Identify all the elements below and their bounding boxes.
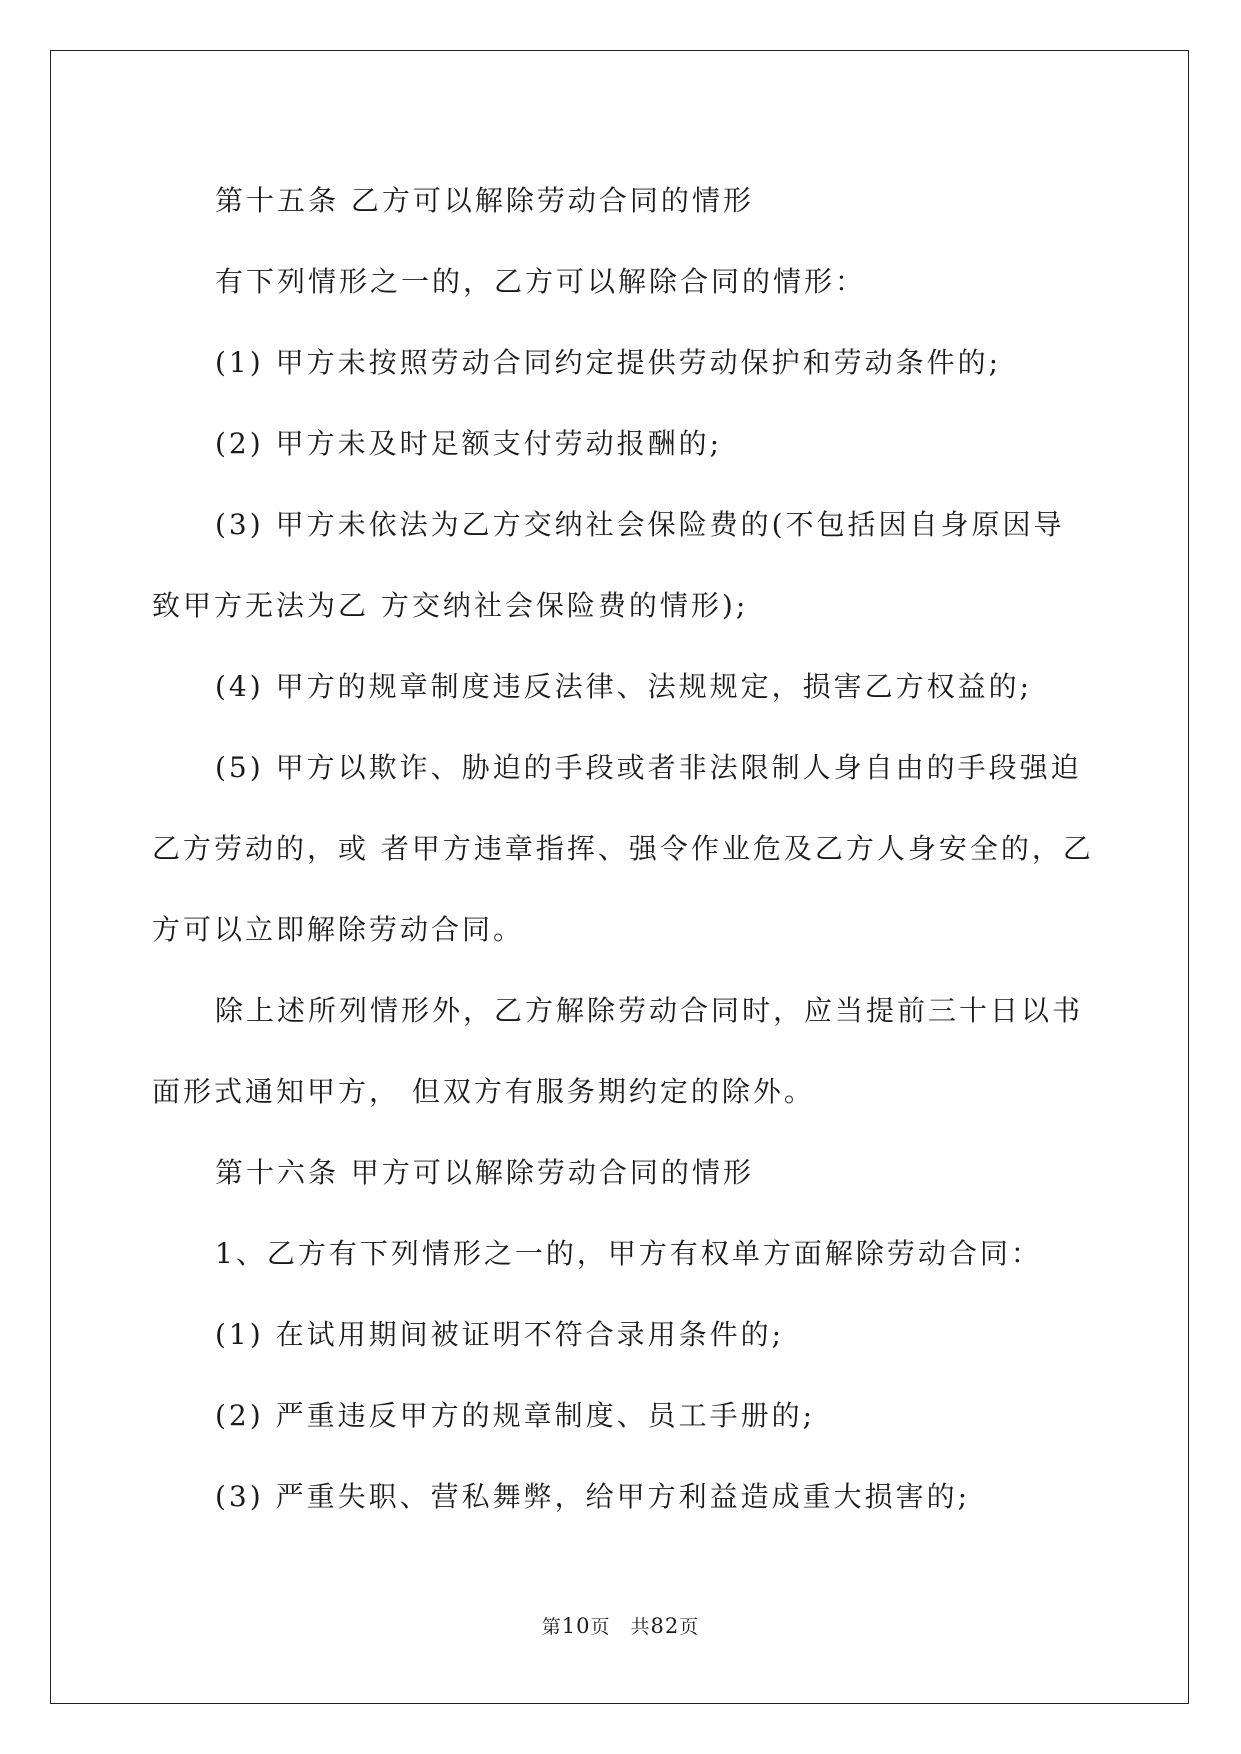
list-item-continuation: 乙方劳动的，或 者甲方违章指挥、强令作业危及乙方人身安全的，乙 [152,832,1094,865]
footer-prefix: 第 [541,1616,562,1638]
document-body [152,160,1094,1537]
paragraph-continuation: 面形式通知甲方， 但双方有服务期约定的除外。 [152,1075,815,1108]
list-item: (1) 在试用期间被证明不符合录用条件的; [215,1318,784,1351]
list-item: (2) 甲方未及时足额支付劳动报酬的; [215,427,722,460]
article-15-heading: 第十五条 乙方可以解除劳动合同的情形 [215,184,754,217]
article-16-heading: 第十六条 甲方可以解除劳动合同的情形 [215,1156,754,1189]
list-item-continuation: 方可以立即解除劳动合同。 [152,913,525,946]
current-page-number: 10 [561,1614,591,1638]
paragraph-line: 1、乙方有下列情形之一的，甲方有权单方面解除劳动合同： [215,1237,1042,1270]
list-item: (4) 甲方的规章制度违反法律、法规规定，损害乙方权益的; [215,670,1032,703]
footer-suffix: 页 [679,1616,700,1638]
list-item: (3) 严重失职、营私舞弊，给甲方利益造成重大损害的; [215,1480,970,1513]
paragraph-line: 除上述所列情形外，乙方解除劳动合同时，应当提前三十日以书 [215,994,1084,1027]
list-item: (3) 甲方未依法为乙方交纳社会保险费的(不包括因自身原因导 [215,508,1065,541]
footer-middle: 页 共 [590,1616,651,1638]
list-item: (2) 严重违反甲方的规章制度、员工手册的; [215,1399,815,1432]
total-page-count: 82 [650,1614,680,1638]
paragraph-line: 有下列情形之一的，乙方可以解除合同的情形： [215,265,867,298]
page-footer [0,1612,1241,1639]
list-item: (5) 甲方以欺诈、胁迫的手段或者非法限制人身自由的手段强迫 [215,751,1082,784]
list-item: (1) 甲方未按照劳动合同约定提供劳动保护和劳动条件的; [215,346,1001,379]
list-item-continuation: 致甲方无法为乙 方交纳社会保险费的情形); [152,589,749,622]
